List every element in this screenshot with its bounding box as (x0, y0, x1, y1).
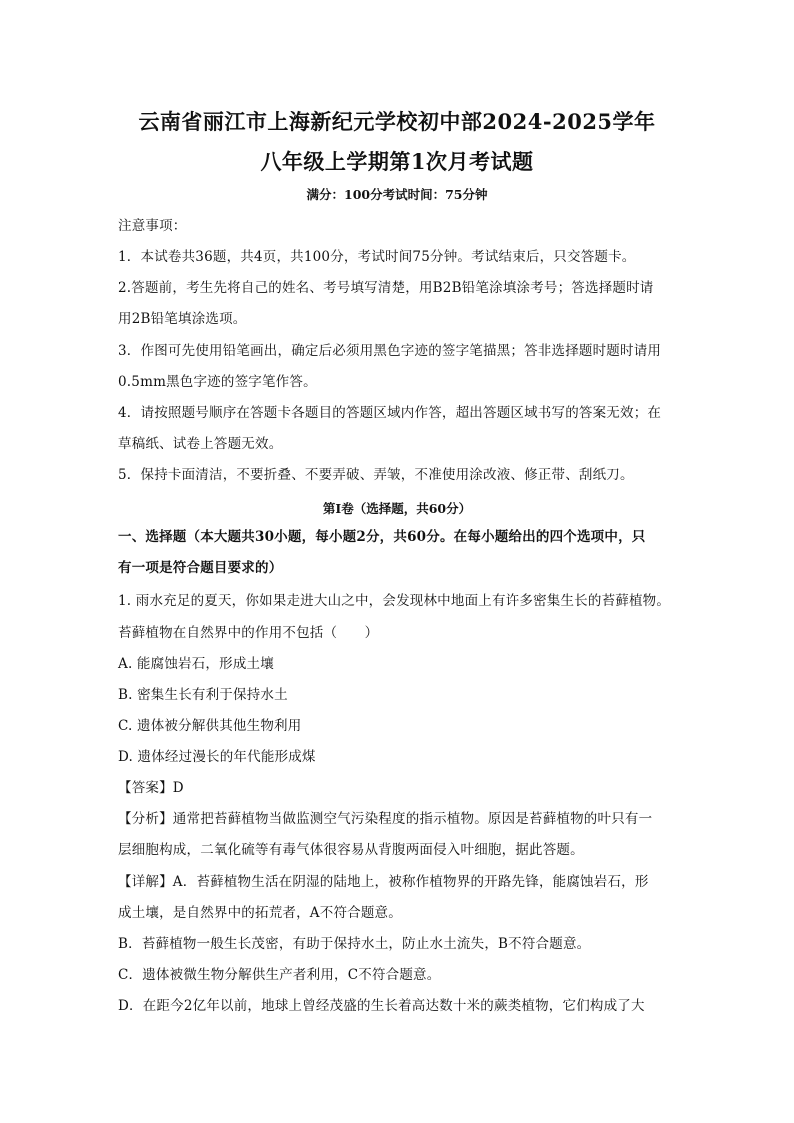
question-1-analysis-line1: 【分析】通常把苔藓植物当做监测空气污染程度的指示植物。原因是苔藓植物的叶只有一 (118, 811, 653, 827)
note-item-3-line1: 3．作图可先使用铅笔画出，确定后必须用黑色字迹的签字笔描黑；答非选择题时题时请用 (118, 343, 662, 359)
part-title: 第I卷（选择题，共60分） (322, 501, 472, 516)
section-heading-line2: 有一项是符合题目要求的） (118, 560, 283, 576)
question-1-answer: 【答案】D (118, 780, 184, 796)
note-item-4-line1: 4．请按照题号顺序在答题卡各题目的答题区域内作答，超出答题区域书写的答案无效；在 (118, 405, 662, 421)
note-item-2-line1: 2.答题前，考生先将自己的姓名、考号填写清楚，用B2B铅笔涂填涂考号；答选择题时请 (118, 280, 654, 296)
question-1-detail-line3: B．苔藓植物一般生长茂密，有助于保持水土，防止水土流失，B不符合题意。 (118, 936, 591, 952)
exam-subtitle: 满分：100分考试时间：75分钟 (306, 187, 488, 202)
note-item-4-line2: 草稿纸、试卷上答题无效。 (118, 436, 283, 452)
question-1-option-b: B. 密集生长有利于保持水土 (118, 687, 288, 703)
question-1-option-d: D. 遗体经过漫长的年代能形成煤 (118, 749, 316, 765)
question-1-detail-line4: C．遗体被微生物分解供生产者利用，C不符合题意。 (118, 967, 441, 983)
question-1-detail-line2: 成土壤，是自然界中的拓荒者，A不符合题意。 (118, 905, 402, 921)
section-heading-line1: 一、选择题（本大题共30小题，每小题2分，共60分。在每小题给出的四个选项中，只 (118, 529, 646, 545)
question-1-analysis-line2: 层细胞构成，二氧化硫等有毒气体很容易从背腹两面侵入叶细胞，据此答题。 (118, 842, 584, 858)
question-1-stem-line1: 1. 雨水充足的夏天，你如果走进大山之中，会发现林中地面上有许多密集生长的苔藓植物。 (118, 593, 671, 609)
question-1-detail-line1: 【详解】A．苔藓植物生活在阴湿的陆地上，被称作植物界的开路先锋，能腐蚀岩石，形 (118, 874, 649, 890)
exam-title-line2: 八年级上学期第1次月考试题 (260, 149, 534, 174)
question-1-option-c: C. 遗体被分解供其他生物利用 (118, 718, 302, 734)
note-item-2-line2: 用2B铅笔填涂选项。 (118, 311, 247, 327)
note-item-3-line2: 0.5mm黑色字迹的签字笔作答。 (118, 374, 317, 390)
question-1-option-a: A. 能腐蚀岩石，形成土壤 (118, 656, 274, 672)
note-item-5: 5．保持卡面清洁，不要折叠、不要弄破、弄皱，不准使用涂改液、修正带、刮纸刀。 (118, 467, 634, 483)
note-item-1: 1．本试卷共36题，共4页，共100分，考试时间75分钟。考试结束后，只交答题卡。 (118, 249, 636, 265)
notes-heading: 注意事项： (118, 218, 187, 234)
exam-title-line1: 云南省丽江市上海新纪元学校初中部2024-2025学年 (138, 109, 656, 134)
question-1-stem-line2: 苔藓植物在自然界中的作用不包括（ ） (118, 625, 379, 641)
question-1-detail-line5: D．在距今2亿年以前，地球上曾经茂盛的生长着高达数十米的蕨类植物，它们构成了大 (118, 998, 645, 1014)
